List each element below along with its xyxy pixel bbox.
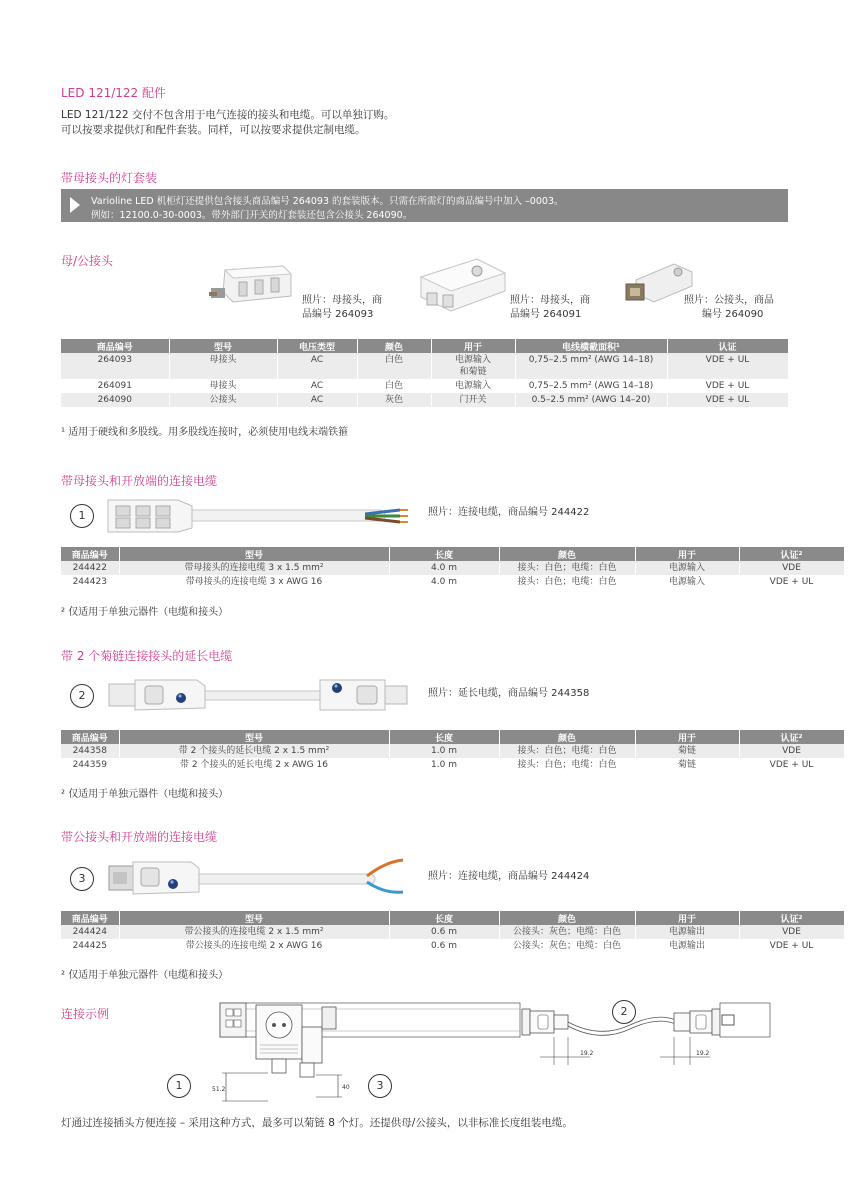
table-cell: 244423 bbox=[61, 575, 119, 589]
table-header-cell: 电线横截面积¹ bbox=[515, 339, 667, 353]
marker-2: 2 bbox=[70, 684, 94, 708]
table-cell: 门开关 bbox=[431, 393, 515, 407]
table-header-cell: 型号 bbox=[119, 547, 389, 561]
table-cell: 244425 bbox=[61, 939, 119, 953]
connector-caption-1: 照片：母接头，商 品编号 264093 bbox=[302, 295, 382, 320]
cable-male-caption: 照片：连接电缆，商品编号 244424 bbox=[428, 871, 590, 882]
table-cell: 带母接头的连接电缆 3 x 1.5 mm² bbox=[119, 561, 389, 575]
table-header-cell: 颜色 bbox=[499, 730, 635, 744]
connector-caption-3: 照片：公接头，商品 编号 264090 bbox=[684, 295, 774, 320]
table-header-cell: 长度 bbox=[389, 730, 499, 744]
table-cell: VDE + UL bbox=[739, 758, 844, 772]
cable-extension-caption: 照片：延长电缆，商品编号 244358 bbox=[428, 688, 590, 699]
table-cell: 电源输入 bbox=[635, 575, 739, 589]
table-header-cell: 长度 bbox=[389, 547, 499, 561]
table-cell: AC bbox=[277, 379, 357, 393]
table-cell: 244359 bbox=[61, 758, 119, 772]
table-cell: VDE + UL bbox=[739, 939, 844, 953]
table-cell: AC bbox=[277, 393, 357, 407]
table-cell: AC bbox=[277, 353, 357, 379]
cable-female-title: 带母接头和开放端的连接电缆 bbox=[61, 474, 218, 488]
cable-extension-footnote: ² 仅适用于单独元器件（电缆和接头） bbox=[61, 789, 229, 800]
table-cell: 0.6 m bbox=[389, 925, 499, 939]
table-header-cell: 颜色 bbox=[357, 339, 431, 353]
table-cell: 0,75–2.5 mm² (AWG 14–18) bbox=[515, 353, 667, 379]
kit-info-box bbox=[61, 189, 788, 222]
table-row bbox=[61, 758, 844, 772]
table-cell: 1.0 m bbox=[389, 744, 499, 758]
table-cell: VDE + UL bbox=[667, 379, 788, 393]
table-row bbox=[61, 575, 844, 589]
cable-female-caption: 照片：连接电缆，商品编号 244422 bbox=[428, 507, 590, 518]
table-cell: 公接头：灰色；电缆：白色 bbox=[499, 939, 635, 953]
table-cell: 接头：白色；电缆：白色 bbox=[499, 575, 635, 589]
table-cell: 244422 bbox=[61, 561, 119, 575]
table-cell: 公接头 bbox=[169, 393, 277, 407]
table-cell: 白色 bbox=[357, 353, 431, 379]
table-row bbox=[61, 925, 844, 939]
table-header-cell: 商品编号 bbox=[61, 911, 119, 925]
table-header-row bbox=[61, 730, 844, 744]
connectors-title: 母/公接头 bbox=[61, 254, 114, 268]
table-header-cell: 用于 bbox=[635, 547, 739, 561]
cable-male-title: 带公接头和开放端的连接电缆 bbox=[61, 830, 218, 844]
table-cell: 264090 bbox=[61, 393, 169, 407]
table-header-cell: 商品编号 bbox=[61, 730, 119, 744]
connectors-footnote: ¹ 适用于硬线和多股线。用多股线连接时，必须使用电线末端铁箍 bbox=[61, 427, 349, 438]
table-cell: 4.0 m bbox=[389, 575, 499, 589]
kit-info-line-1: Varioline LED 机柜灯还提供包含接头商品编号 264093 的套装版本。只需在所需灯的商品编号中加入 –0003。 bbox=[91, 196, 564, 207]
dimension-19-2-left: 19.2 bbox=[580, 1050, 594, 1057]
table-cell: 0.6 m bbox=[389, 939, 499, 953]
table-header-row bbox=[61, 911, 844, 925]
example-footer: 灯通过连接插头方便连接 – 采用这种方式，最多可以菊链 8 个灯。还提供母/公接头，以非标准长度组装电缆。 bbox=[61, 1117, 573, 1129]
table-cell: 接头：白色；电缆：白色 bbox=[499, 561, 635, 575]
cable-male-footnote: ² 仅适用于单独元器件（电缆和接头） bbox=[61, 970, 229, 981]
table-row bbox=[61, 744, 844, 758]
accessories-line-1: LED 121/122 交付不包含用于电气连接的接头和电缆。可以单独订购。 bbox=[61, 109, 395, 121]
table-cell: VDE + UL bbox=[667, 353, 788, 379]
table-header-cell: 电压类型 bbox=[277, 339, 357, 353]
table-header-cell: 颜色 bbox=[499, 547, 635, 561]
example-title: 连接示例 bbox=[61, 1007, 110, 1021]
table-row bbox=[61, 393, 788, 407]
table-cell: 264091 bbox=[61, 379, 169, 393]
table-cell: 菊链 bbox=[635, 744, 739, 758]
table-header-cell: 型号 bbox=[169, 339, 277, 353]
table-cell: 带公接头的连接电缆 2 x AWG 16 bbox=[119, 939, 389, 953]
table-cell: 244424 bbox=[61, 925, 119, 939]
table-cell: 电源输出 bbox=[635, 939, 739, 953]
play-arrow-icon bbox=[70, 197, 80, 213]
female-connector-264091-photo bbox=[415, 253, 510, 315]
table-header-cell: 型号 bbox=[119, 730, 389, 744]
table-header-cell: 认证² bbox=[739, 730, 844, 744]
table-cell: 公接头：灰色；电缆：白色 bbox=[499, 925, 635, 939]
table-row bbox=[61, 379, 788, 393]
table-cell: 菊链 bbox=[635, 758, 739, 772]
connectors-table bbox=[61, 339, 789, 407]
table-cell: 接头：白色；电缆：白色 bbox=[499, 744, 635, 758]
table-row bbox=[61, 353, 788, 379]
marker-1: 1 bbox=[70, 504, 94, 528]
connector-caption-2: 照片：母接头，商 品编号 264091 bbox=[510, 295, 590, 320]
table-cell: 264093 bbox=[61, 353, 169, 379]
table-cell: 0.5–2.5 mm² (AWG 14–20) bbox=[515, 393, 667, 407]
table-row bbox=[61, 939, 844, 953]
cable-male-table bbox=[61, 911, 845, 953]
table-cell: 带 2 个接头的延长电缆 2 x AWG 16 bbox=[119, 758, 389, 772]
table-cell: 白色 bbox=[357, 379, 431, 393]
table-header-cell: 长度 bbox=[389, 911, 499, 925]
marker-3: 3 bbox=[70, 867, 94, 891]
example-marker-2: 2 bbox=[612, 1000, 636, 1024]
cable-female-photo bbox=[100, 494, 415, 536]
table-cell: 带 2 个接头的延长电缆 2 x 1.5 mm² bbox=[119, 744, 389, 758]
kit-info-line-2: 例如：12100.0-30-0003。带外部门开关的灯套装还包含公接头 264090。 bbox=[91, 210, 413, 221]
table-cell: 灰色 bbox=[357, 393, 431, 407]
table-cell: VDE bbox=[739, 744, 844, 758]
table-cell: 244358 bbox=[61, 744, 119, 758]
example-marker-3: 3 bbox=[368, 1074, 392, 1098]
table-cell: 电源输入 bbox=[635, 561, 739, 575]
cable-male-photo bbox=[105, 856, 415, 900]
cable-extension-photo bbox=[105, 674, 415, 716]
table-cell: 带母接头的连接电缆 3 x AWG 16 bbox=[119, 575, 389, 589]
table-header-row bbox=[61, 339, 788, 353]
table-header-cell: 用于 bbox=[635, 911, 739, 925]
table-cell: 母接头 bbox=[169, 379, 277, 393]
table-row bbox=[61, 561, 844, 575]
table-header-cell: 商品编号 bbox=[61, 339, 169, 353]
table-header-cell: 型号 bbox=[119, 911, 389, 925]
cable-extension-title: 带 2 个菊链连接接头的延长电缆 bbox=[61, 649, 233, 663]
table-header-cell: 商品编号 bbox=[61, 547, 119, 561]
table-cell: VDE + UL bbox=[739, 575, 844, 589]
kit-title: 带母接头的灯套装 bbox=[61, 171, 158, 185]
example-marker-1: 1 bbox=[167, 1074, 191, 1098]
table-cell: 带公接头的连接电缆 2 x 1.5 mm² bbox=[119, 925, 389, 939]
table-header-cell: 用于 bbox=[431, 339, 515, 353]
table-header-cell: 颜色 bbox=[499, 911, 635, 925]
table-cell: 电源输入 和菊链 bbox=[431, 353, 515, 379]
table-cell: 电源输入 bbox=[431, 379, 515, 393]
table-cell: 接头：白色；电缆：白色 bbox=[499, 758, 635, 772]
table-header-cell: 用于 bbox=[635, 730, 739, 744]
accessories-line-2: 可以按要求提供灯和配件套装。同样，可以按要求提供定制电缆。 bbox=[61, 124, 366, 136]
table-cell: 母接头 bbox=[169, 353, 277, 379]
table-cell: 1.0 m bbox=[389, 758, 499, 772]
table-cell: 电源输出 bbox=[635, 925, 739, 939]
female-connector-264093-photo bbox=[205, 262, 295, 312]
table-header-cell: 认证² bbox=[739, 547, 844, 561]
cable-extension-table bbox=[61, 730, 845, 772]
dimension-19-2-right: 19.2 bbox=[696, 1050, 710, 1057]
table-cell: VDE + UL bbox=[667, 393, 788, 407]
table-cell: VDE bbox=[739, 925, 844, 939]
table-cell: 4.0 m bbox=[389, 561, 499, 575]
cable-female-footnote: ² 仅适用于单独元器件（电缆和接头） bbox=[61, 607, 229, 618]
table-header-cell: 认证² bbox=[739, 911, 844, 925]
accessories-title: LED 121/122 配件 bbox=[61, 86, 166, 100]
dimension-51-2: 51.2 bbox=[212, 1086, 226, 1093]
table-header-cell: 认证 bbox=[667, 339, 788, 353]
cable-female-table bbox=[61, 547, 845, 589]
connection-example-drawing bbox=[160, 995, 780, 1105]
table-cell: VDE bbox=[739, 561, 844, 575]
table-cell: 0,75–2.5 mm² (AWG 14–18) bbox=[515, 379, 667, 393]
dimension-40: 40 bbox=[342, 1084, 350, 1091]
table-header-row bbox=[61, 547, 844, 561]
